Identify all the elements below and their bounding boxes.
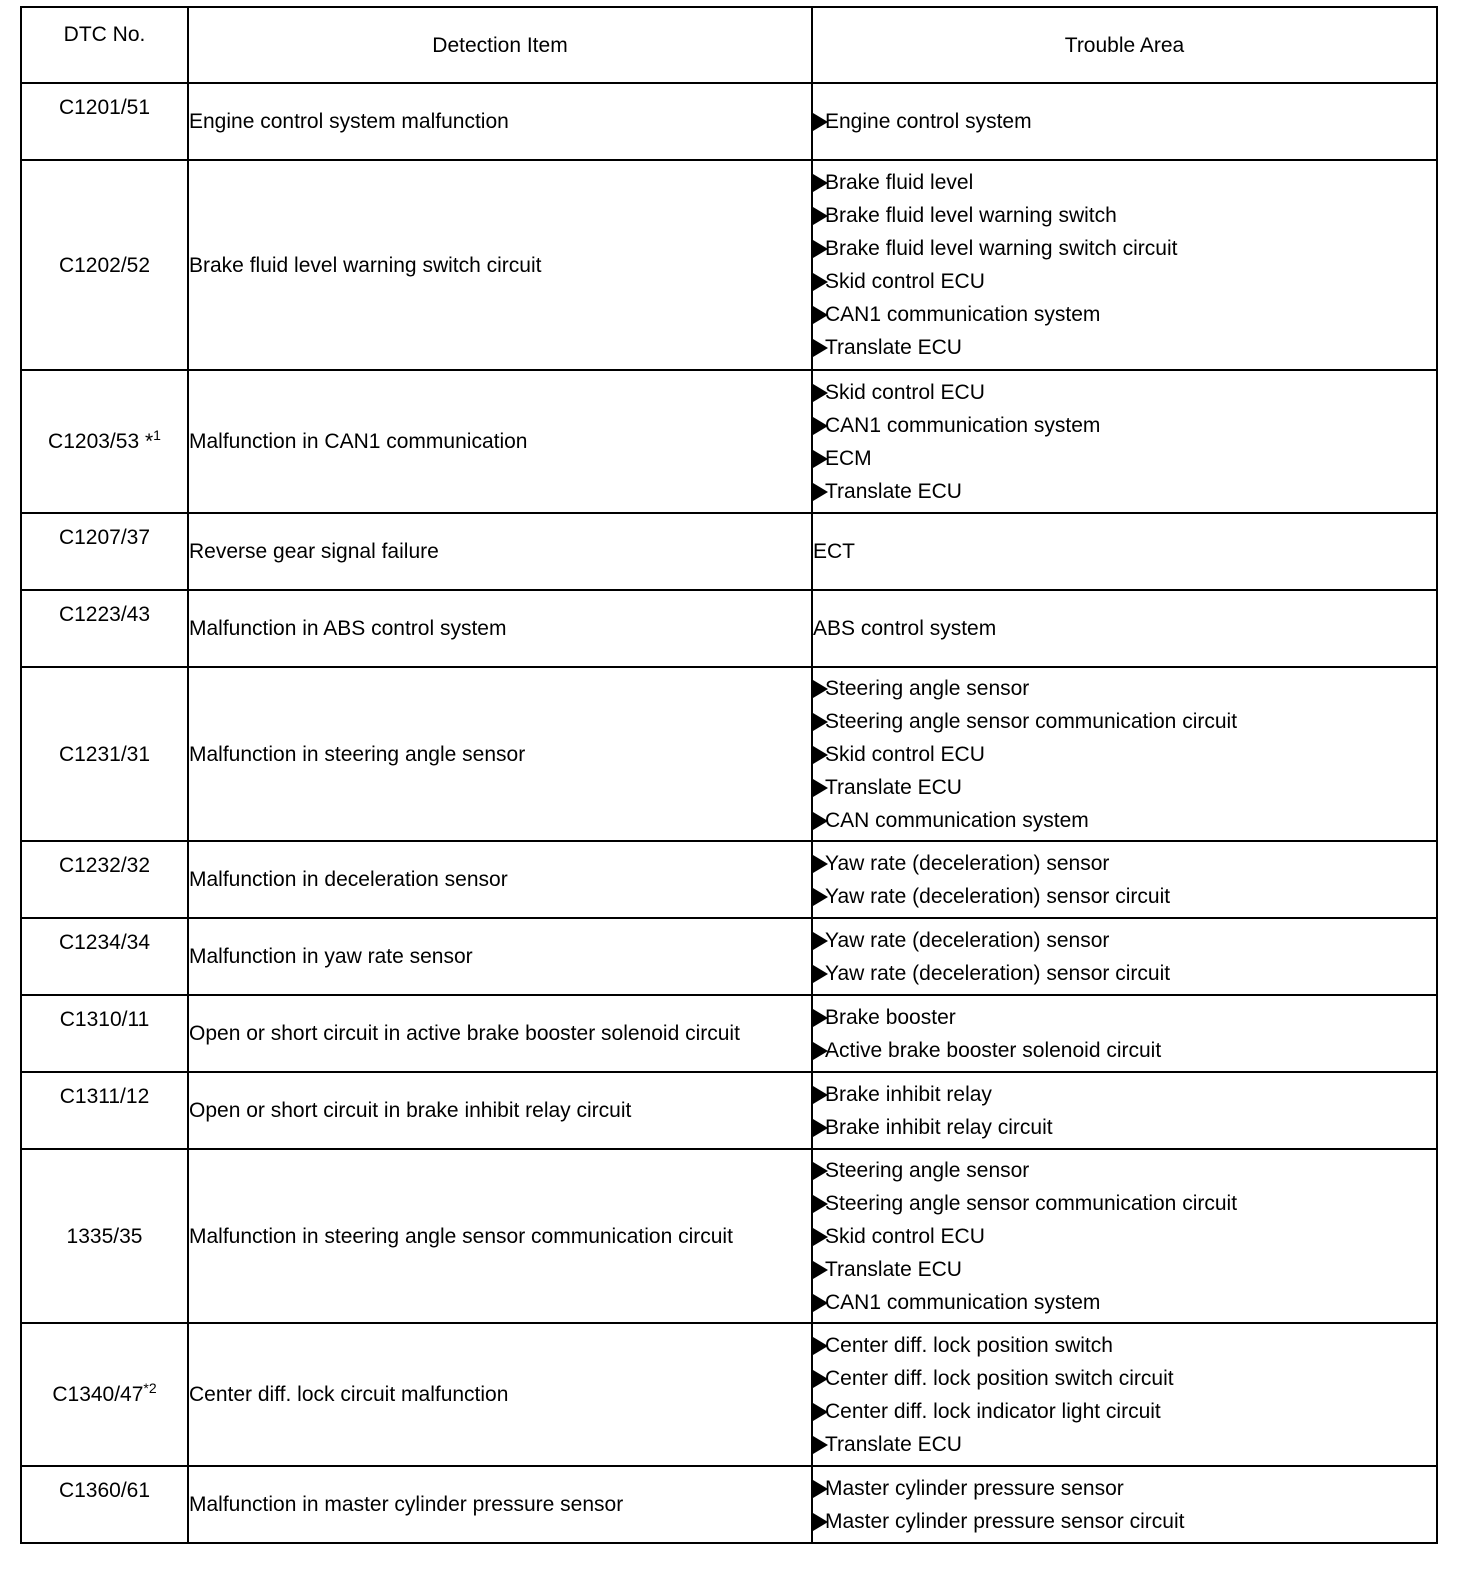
- dtc-code: 1335/35: [66, 1224, 143, 1248]
- trouble-area-text: CAN communication system: [825, 808, 1089, 832]
- trouble-area-text: Translate ECU: [825, 1257, 962, 1281]
- trouble-area-text: Steering angle sensor: [825, 1158, 1030, 1182]
- table-row: [21, 1323, 1437, 1466]
- table-row: [21, 370, 1437, 513]
- trouble-area-text: Yaw rate (deceleration) sensor: [825, 928, 1110, 952]
- trouble-area-text: Translate ECU: [825, 479, 962, 503]
- trouble-area: [812, 1072, 1437, 1149]
- trouble-area-text: Master cylinder pressure sensor circuit: [825, 1509, 1185, 1533]
- dtc-number: [21, 1323, 188, 1466]
- header-detection-item: Detection Item: [188, 7, 812, 83]
- detection-item: Brake fluid level warning switch circuit: [188, 160, 812, 370]
- trouble-area-text: Active brake booster solenoid circuit: [825, 1038, 1162, 1062]
- trouble-area: [812, 667, 1437, 841]
- detection-item: Open or short circuit in active brake booster solenoid circuit: [188, 995, 812, 1072]
- trouble-area-item: [813, 1428, 1436, 1461]
- trouble-area-item: [813, 1034, 1436, 1067]
- dtc-number: [21, 513, 188, 590]
- trouble-area-item: [813, 199, 1436, 232]
- trouble-area-text: Yaw rate (deceleration) sensor circuit: [825, 961, 1171, 985]
- trouble-area-item: [813, 1286, 1436, 1319]
- trouble-area-item: [813, 535, 1436, 568]
- header-row: [21, 7, 1437, 83]
- dtc-number: [21, 995, 188, 1072]
- dtc-code: C1234/34: [58, 931, 151, 954]
- trouble-area-item: [813, 672, 1436, 705]
- detection-item: Open or short circuit in brake inhibit relay circuit: [188, 1072, 812, 1149]
- trouble-area-text: Center diff. lock position switch: [825, 1333, 1113, 1357]
- dtc-number: [21, 1466, 188, 1543]
- trouble-area-item: [813, 847, 1436, 880]
- trouble-area-text: Center diff. lock position switch circuit: [825, 1366, 1174, 1390]
- dtc-code: C1311/12: [59, 1085, 150, 1108]
- trouble-area-item: [813, 705, 1436, 738]
- dtc-number: [21, 83, 188, 160]
- trouble-area-item: [813, 771, 1436, 804]
- trouble-area-text: Skid control ECU: [825, 742, 985, 766]
- detection-item: Malfunction in CAN1 communication: [188, 370, 812, 513]
- dtc-code: C1360/61: [58, 1479, 151, 1502]
- table-row: [21, 995, 1437, 1072]
- dtc-code: C1202/52: [58, 253, 151, 277]
- trouble-area-item: [813, 1362, 1436, 1395]
- trouble-area-item: [813, 1329, 1436, 1362]
- trouble-area-item: [813, 232, 1436, 265]
- table-row: [21, 590, 1437, 667]
- header-dtc-no: DTC No.: [21, 7, 188, 83]
- trouble-area-item: [813, 924, 1436, 957]
- trouble-area-text: Yaw rate (deceleration) sensor circuit: [825, 884, 1171, 908]
- trouble-area: [812, 590, 1437, 667]
- dtc-table: [20, 6, 1438, 1544]
- detection-item: Center diff. lock circuit malfunction: [188, 1323, 812, 1466]
- trouble-area-item: [813, 1111, 1436, 1144]
- trouble-area-item: [813, 804, 1436, 837]
- table-row: [21, 1072, 1437, 1149]
- trouble-area-item: [813, 738, 1436, 771]
- trouble-area: [812, 841, 1437, 918]
- trouble-area-text: Translate ECU: [825, 775, 962, 799]
- table-row: [21, 1149, 1437, 1323]
- trouble-area-text: Steering angle sensor communication circuit: [825, 1191, 1238, 1215]
- detection-item: Malfunction in yaw rate sensor: [188, 918, 812, 995]
- trouble-area-item: [813, 298, 1436, 331]
- trouble-area-item: [813, 265, 1436, 298]
- trouble-area-item: [813, 1078, 1436, 1111]
- detection-item: Engine control system malfunction: [188, 83, 812, 160]
- trouble-area-item: [813, 166, 1436, 199]
- trouble-area-text: Brake fluid level: [825, 171, 974, 194]
- trouble-area: [812, 995, 1437, 1072]
- trouble-area-text: Engine control system: [825, 110, 1032, 133]
- trouble-area-text: ECM: [825, 446, 872, 470]
- trouble-area-text: Translate ECU: [825, 336, 962, 359]
- trouble-area-text: Brake inhibit relay circuit: [825, 1115, 1053, 1139]
- trouble-area-text: Master cylinder pressure sensor: [825, 1476, 1124, 1500]
- trouble-area-item: [813, 376, 1436, 409]
- trouble-area-item: [813, 1505, 1436, 1538]
- header-trouble-area: Trouble Area: [812, 7, 1437, 83]
- dtc-number: [21, 590, 188, 667]
- dtc-number: [21, 841, 188, 918]
- dtc-number: [21, 160, 188, 370]
- trouble-area: [812, 160, 1437, 370]
- dtc-code: C1207/37: [58, 526, 151, 549]
- dtc-footnote-mark: 1: [153, 427, 161, 443]
- dtc-code: C1340/47: [52, 1383, 144, 1406]
- trouble-area-text: CAN1 communication system: [825, 1290, 1101, 1314]
- trouble-area-text: CAN1 communication system: [825, 413, 1101, 437]
- dtc-number: [21, 667, 188, 841]
- trouble-area-text: Brake fluid level warning switch circuit: [825, 237, 1178, 260]
- dtc-code: C1310/11: [59, 1008, 150, 1031]
- dtc-number: [21, 918, 188, 995]
- trouble-area-text: Skid control ECU: [825, 270, 985, 293]
- trouble-area-text: Steering angle sensor communication circuit: [825, 709, 1238, 733]
- detection-item: Malfunction in master cylinder pressure sensor: [188, 1466, 812, 1543]
- trouble-area-text: Skid control ECU: [825, 1224, 985, 1248]
- trouble-area: [812, 1149, 1437, 1323]
- table-row: [21, 513, 1437, 590]
- trouble-area-text: CAN1 communication system: [825, 303, 1101, 326]
- trouble-area-item: [813, 957, 1436, 990]
- detection-item: Malfunction in steering angle sensor communication circuit: [188, 1149, 812, 1323]
- dtc-code: C1231/31: [58, 742, 151, 766]
- table-row: [21, 160, 1437, 370]
- dtc-code: C1223/43: [58, 603, 151, 626]
- trouble-area: [812, 370, 1437, 513]
- trouble-area-item: [813, 1001, 1436, 1034]
- dtc-number: [21, 1149, 188, 1323]
- table-row: [21, 918, 1437, 995]
- trouble-area-item: [813, 442, 1436, 475]
- trouble-area-text: Brake booster: [825, 1005, 956, 1029]
- trouble-area-item: [813, 1472, 1436, 1505]
- trouble-area-item: [813, 409, 1436, 442]
- trouble-area-item: [813, 1395, 1436, 1428]
- detection-item: Malfunction in steering angle sensor: [188, 667, 812, 841]
- dtc-footnote-mark: *2: [143, 1380, 157, 1396]
- dtc-number: [21, 1072, 188, 1149]
- trouble-area-item: [813, 1220, 1436, 1253]
- trouble-area-item: [813, 331, 1436, 364]
- trouble-area-text: ECT: [813, 540, 855, 563]
- trouble-area-text: Yaw rate (deceleration) sensor: [825, 851, 1110, 875]
- trouble-area-item: [813, 105, 1436, 138]
- dtc-code: C1201/51: [58, 96, 151, 119]
- dtc-code: C1232/32: [58, 854, 151, 877]
- trouble-area-item: [813, 475, 1436, 508]
- dtc-number: [21, 370, 188, 513]
- dtc-code: C1203/53 *: [48, 430, 154, 453]
- trouble-area: [812, 1323, 1437, 1466]
- trouble-area: [812, 513, 1437, 590]
- trouble-area-item: [813, 880, 1436, 913]
- table-row: [21, 841, 1437, 918]
- trouble-area-text: ABS control system: [813, 617, 997, 640]
- table-row: [21, 667, 1437, 841]
- detection-item: Malfunction in ABS control system: [188, 590, 812, 667]
- trouble-area-item: [813, 612, 1436, 645]
- trouble-area-text: Brake inhibit relay: [825, 1082, 992, 1106]
- trouble-area: [812, 1466, 1437, 1543]
- detection-item: Reverse gear signal failure: [188, 513, 812, 590]
- trouble-area-item: [813, 1154, 1436, 1187]
- trouble-area: [812, 83, 1437, 160]
- trouble-area-text: Translate ECU: [825, 1432, 962, 1456]
- trouble-area-text: Steering angle sensor: [825, 676, 1030, 700]
- trouble-area-item: [813, 1187, 1436, 1220]
- table-row: [21, 83, 1437, 160]
- trouble-area-item: [813, 1253, 1436, 1286]
- table-body: [21, 83, 1437, 1543]
- table-row: [21, 1466, 1437, 1543]
- detection-item: Malfunction in deceleration sensor: [188, 841, 812, 918]
- trouble-area-text: Brake fluid level warning switch: [825, 204, 1117, 227]
- trouble-area-text: Center diff. lock indicator light circuit: [825, 1399, 1161, 1423]
- trouble-area: [812, 918, 1437, 995]
- trouble-area-text: Skid control ECU: [825, 380, 985, 404]
